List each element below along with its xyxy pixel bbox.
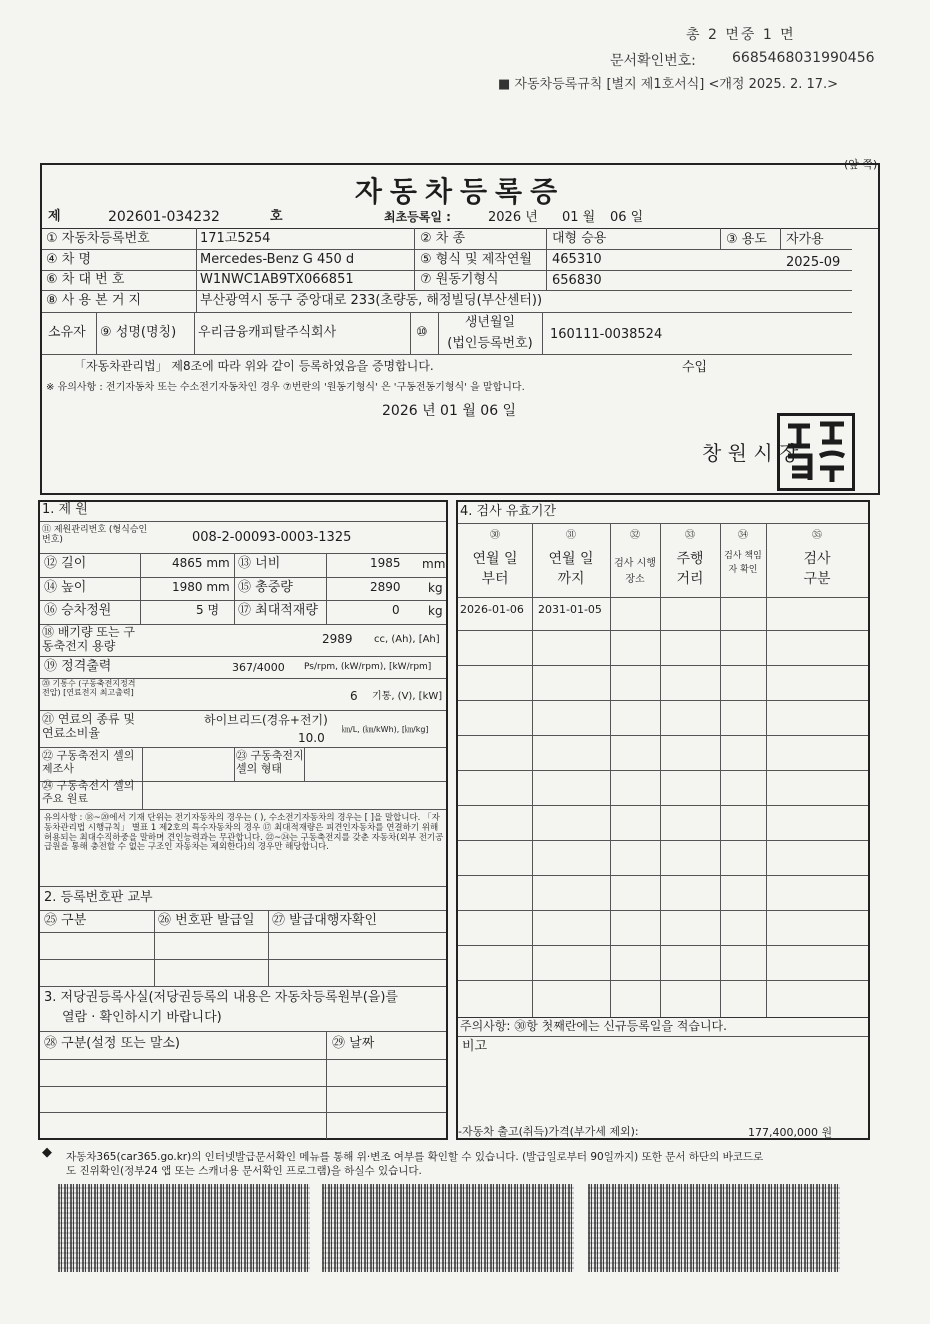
max-load-label: ⑰ 최대적재량 (238, 603, 318, 618)
seal-mark (780, 416, 852, 488)
vehicle-name: Mercedes-Benz G 450 d (200, 252, 355, 267)
inspection-section-title: 4. 검사 유효기간 (460, 504, 557, 519)
cert-ho: 호 (270, 209, 283, 224)
regulation-text: ■ 자동차등록규칙 [별지 제1호서식] <개정 2025. 2. 17.> (498, 77, 839, 92)
issue-date: 2026 년 01 월 06 일 (382, 403, 517, 419)
inspection-col1: 연월 일부터 (472, 551, 518, 587)
cylinders-label: ⑳ 기통수 (구동축전지정격전압) [연료전지 최고출력] (42, 679, 136, 698)
plate-col-agent: ㉗ 발급대행자확인 (272, 913, 378, 928)
vin: W1NWC1AB9TX066851 (200, 272, 354, 287)
base-location: 부산광역시 동구 중앙대로 233(초량동, 해정빌딩(부산센터)) (200, 293, 543, 308)
inspection-caution: 주의사항: ㉚항 첫째란에는 신규등록일을 적습니다. (460, 1019, 727, 1033)
cert-number: 202601-034232 (108, 209, 220, 225)
usage-label: ③ 용도 (726, 232, 767, 247)
vehicle-reg-no-label: ① 자동차등록번호 (46, 231, 150, 246)
spec-no: 008-2-00093-0003-1325 (192, 530, 352, 545)
birth-no-marker: ⑩ (416, 325, 428, 340)
max-load: 0 (392, 603, 400, 617)
inspection-col6: 검사 구분 (803, 551, 831, 587)
displacement: 2989 (322, 632, 353, 646)
max-load-unit: kg (428, 604, 443, 618)
vehicle-name-label: ④ 차 명 (46, 252, 92, 267)
displacement-unit: cc, (Ah), [Ah] (374, 634, 440, 645)
inspection-col3: 검사 시행장소 (614, 558, 656, 585)
stamp-fee-label: 수입 (682, 360, 708, 375)
lien-col-date: ㉙ 날짜 (332, 1036, 375, 1051)
first-registration-label: 최초등록일 : (384, 210, 451, 224)
vehicle-type: 대형 승용 (552, 231, 607, 246)
gross-weight-label: ⑮ 총중량 (238, 580, 293, 595)
footer-text-2: 도 진위확인(정부24 앱 또는 스캐너용 문서확인 프로그램)을 하실수 있습니다. (66, 1165, 422, 1177)
barcode-1 (58, 1184, 310, 1272)
length: 4865 mm (172, 556, 230, 570)
base-location-label: ⑧ 사 용 본 거 지 (46, 293, 142, 308)
issuer-name: 창 원 시 장 (702, 441, 799, 465)
official-seal (777, 413, 855, 491)
usage: 자가용 (786, 232, 824, 247)
model-code: 465310 (552, 252, 602, 267)
manufacture-date: 2025-09 (786, 255, 841, 270)
battery-maker-label: ㉒ 구동축전지 셀의 제조사 (42, 749, 135, 775)
cylinders: 6 (350, 689, 358, 703)
plate-section-title: 2. 등록번호판 교부 (44, 890, 153, 905)
height: 1980 mm (172, 580, 230, 594)
footer-text-1: 자동차365(car365.go.kr)의 인터넷발급문서확인 메뉴를 통해 위·변조 여부를 확인할 수 있습니다. (발급일로부터 90일까지) 또한 문서 하단의 바코드로 (66, 1151, 764, 1163)
plate-col-issue-date: ㉖ 번호판 발급일 (158, 913, 255, 928)
cylinders-unit: 기통, (V), [kW] (372, 691, 443, 702)
front-side-label: (앞 쪽) (844, 158, 878, 171)
inspection-col2: 연월 일까지 (548, 551, 594, 587)
first-registration-day: 06 일 (610, 210, 644, 225)
spec-caution: 유의사항 : ⑱~⑳에서 기재 단위는 전기자동차의 경우는 ( ), 수소전기자동차의 경우는 [ ]을 말합니다. 「자동차관리법 시행규칙」 별표 1 제2호의 특수자동차의 경우 ⑰ 최대적재량은 피견인자동차를 연결하기 위해 허용되는 최대수직하중을 말하며 견인능력과는 무관합니다. ㉒~㉔는 구동축전지를 갖춘 자동차(외부 전기공급원을 통해 충전할 수 없는 구조인 자동차는 제외한다)의 경우만 해당합니다. (44, 813, 444, 853)
birth-label-1: 생년월일 (464, 315, 516, 330)
doc-confirm-label: 문서확인번호: (610, 53, 696, 69)
caution-note: ※ 유의사항 : 전기자동차 또는 수소전기자동차인 경우 ⑦번란의 '원동기형식' 은 '구동전동기형식' 을 말합니다. (46, 382, 525, 393)
inspection-box (456, 500, 870, 1140)
spec-no-label: ⑪ 제원관리번호 (형식승인번호) (42, 525, 148, 546)
gross-weight: 2890 (370, 580, 401, 594)
remarks-label: 비고 (462, 1039, 488, 1054)
seating-label: ⑯ 승차정원 (44, 603, 112, 618)
inspection-col5-no: ㉞ (738, 530, 748, 541)
inspection-col1-no: ㉚ (490, 530, 500, 541)
owner-name: 우리금융캐피탈주식회사 (198, 325, 337, 340)
battery-shape-label: ㉓ 구동축전지 셀의 형태 (236, 749, 304, 775)
inspection-col4: 주행 거리 (676, 551, 704, 587)
cert-no-label: 제 (48, 209, 61, 224)
diamond-icon: ◆ (42, 1145, 52, 1160)
inspection-col3-no: ㉜ (630, 530, 640, 541)
inspection-col6-no: ㉟ (812, 530, 822, 541)
displacement-label: ⑱ 배기량 또는 구동축전지 용량 (42, 625, 135, 653)
width: 1985 (370, 556, 401, 570)
plate-col-category: ㉕ 구분 (44, 913, 87, 928)
first-registration-year: 2026 년 (488, 210, 538, 225)
width-unit: mm (422, 557, 446, 571)
rated-output-label: ⑲ 정격출력 (44, 659, 112, 674)
lien-col-category: ㉘ 구분(설정 또는 말소) (44, 1036, 181, 1051)
fuel-efficiency-unit: ㎞/L, (㎞/kWh), [㎞/kg] (342, 725, 429, 734)
spec-section-title: 1. 제 원 (42, 502, 88, 517)
inspection-col4-no: ㉝ (685, 530, 695, 541)
lien-section-title-2: 열람 · 확인하시기 바랍니다) (62, 1010, 222, 1025)
height-label: ⑭ 높이 (44, 580, 87, 595)
battery-material-label: ㉔ 구동축전지 셀의 주요 원료 (42, 779, 135, 805)
barcode-2 (322, 1184, 574, 1272)
engine-type: 656830 (552, 273, 602, 288)
document-title: 자동차등록증 (354, 175, 566, 208)
certification-text: 「자동차관리법」 제8조에 따라 위와 같이 등록하였음을 증명합니다. (74, 359, 434, 373)
inspection-col2-no: ㉛ (566, 530, 576, 541)
lien-section-title-1: 3. 저당권등록사실(저당권등록의 내용은 자동차등록원부(을)를 (44, 990, 398, 1005)
first-registration-month: 01 월 (562, 210, 596, 225)
vin-label: ⑥ 차 대 번 호 (46, 272, 125, 287)
model-date-label: ⑤ 형식 및 제작연월 (420, 252, 532, 267)
inspection-col5: 검사 책임자 확인 (724, 551, 762, 575)
seating: 5 명 (196, 603, 220, 617)
gross-weight-unit: kg (428, 581, 443, 595)
engine-type-label: ⑦ 원동기형식 (420, 272, 499, 287)
owner-label: 소유자 (48, 325, 86, 340)
fuel-efficiency: 10.0 (298, 731, 325, 745)
width-label: ⑬ 너비 (238, 556, 281, 571)
owner-name-label: ⑨ 성명(명칭) (100, 325, 177, 340)
length-label: ⑫ 길이 (44, 556, 87, 571)
price-label: -자동차 출고(취득)가격(부가세 제외): (458, 1125, 639, 1138)
vehicle-reg-no: 171고5254 (200, 231, 271, 246)
fuel-label: ㉑ 연료의 종류 및 연료소비율 (42, 712, 135, 740)
inspection-row1-from: 2026-01-06 (460, 603, 524, 616)
inspection-row1-to: 2031-01-05 (538, 603, 602, 616)
page-count: 총 2 면중 1 면 (686, 27, 796, 43)
vehicle-type-label: ② 차 종 (420, 231, 466, 246)
fuel-type: 하이브리드(경유+전기) (204, 713, 328, 727)
birth-label-2: (법인등록번호) (447, 336, 533, 351)
barcode-3 (588, 1184, 840, 1272)
corporate-reg-no: 160111-0038524 (550, 327, 663, 342)
price-value: 177,400,000 원 (748, 1126, 833, 1139)
rated-output-unit: Ps/rpm, (kW/rpm), [kW/rpm] (304, 662, 432, 672)
doc-confirm-number: 6685468031990456 (732, 50, 875, 66)
rated-output: 367/4000 (232, 661, 285, 674)
